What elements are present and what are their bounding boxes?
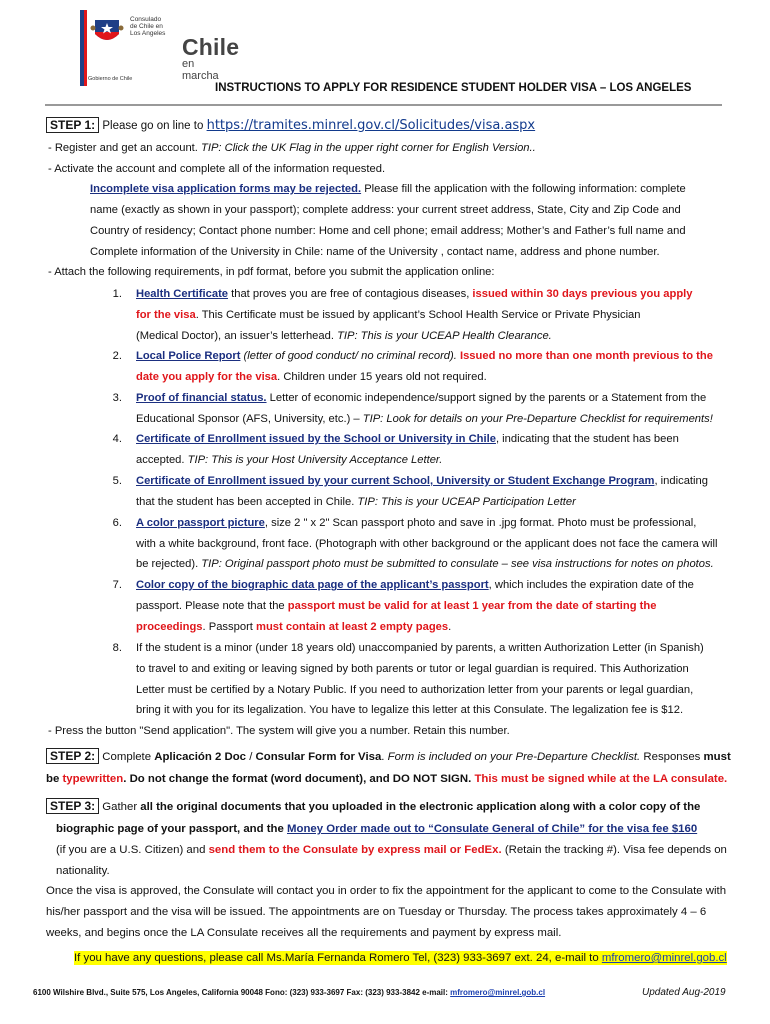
step2-t2: / xyxy=(246,751,256,763)
step2-label: STEP 2: xyxy=(46,748,99,764)
req7-t2: passport. Please note that the xyxy=(136,600,288,612)
req1-tip: TIP: This is your UCEAP Health Clearance. xyxy=(337,330,552,342)
step3-line3 xyxy=(56,844,727,856)
step2-l2-red1: typewritten xyxy=(62,773,124,785)
req1-red1: issued within 30 days previous you apply xyxy=(472,288,693,300)
step3-t1: Gather xyxy=(99,801,141,813)
step3-line4: nationality. xyxy=(56,865,110,877)
req7-number: 7. xyxy=(112,579,122,591)
req1-number: 1. xyxy=(112,288,122,300)
logo-line-1: Consulado xyxy=(130,16,162,23)
closing-line1: Once the visa is approved, the Consulate will contact you in order to fix the appointment for the applicant to come to the Consulate with xyxy=(46,885,727,897)
req3-number: 3. xyxy=(112,392,122,404)
req1-t3: (Medical Doctor), an issuer’s letterhead. xyxy=(136,330,338,342)
req7-line3 xyxy=(136,621,451,633)
step2-t3: . xyxy=(381,751,388,763)
logo-line-3: Los Angeles xyxy=(130,30,166,37)
req3-line2 xyxy=(136,413,713,425)
req1-line1 xyxy=(136,288,693,300)
req6-tip: TIP: Original passport photo must be submitted to consulate – see visa instructions for notes on photos. xyxy=(201,558,714,570)
visa-application-link[interactable]: https://tramites.minrel.gov.cl/Solicitudes/visa.aspx xyxy=(206,118,536,133)
req8-line4: bring it with you for its legalization. You have to legalize this letter at this Consulate. The legalization fee is $12. xyxy=(136,704,684,716)
req3-tip: TIP: Look for details on your Pre-Departure Checklist for requirements! xyxy=(362,413,713,425)
req6-line3 xyxy=(136,558,714,570)
req2-t2: . Children under 15 years old not required. xyxy=(277,371,487,383)
page-title: INSTRUCTIONS TO APPLY FOR RESIDENCE STUDENT HOLDER VISA – LOS ANGELES xyxy=(215,82,692,94)
step1-line xyxy=(46,117,535,133)
req6-t1: , size 2 " x 2" Scan passport photo and save in .jpg format. Photo must be professional, xyxy=(264,517,697,529)
req6-line1 xyxy=(136,517,696,529)
req5-tip: TIP: This is your UCEAP Participation Letter xyxy=(357,496,576,508)
req4-line2 xyxy=(136,454,442,466)
req6-number: 6. xyxy=(112,517,122,529)
step2-l2-red2: This must be signed while at the LA consulate. xyxy=(471,773,728,785)
logo-line-2: de Chile en xyxy=(130,23,163,30)
footer-email-link[interactable]: mfromero@minrel.gob.cl xyxy=(450,988,546,997)
req8-number: 8. xyxy=(112,642,122,654)
attach-line: - Attach the following requirements, in pdf format, before you submit the application online: xyxy=(48,266,495,278)
req2-number: 2. xyxy=(112,350,122,362)
req2-ital: (letter of good conduct/ no criminal record). xyxy=(240,350,457,362)
closing-line3: weeks, and begins once the LA Consulate receives all the requirements and payment by express mail. xyxy=(46,927,562,939)
info-para-line1 xyxy=(90,183,686,195)
req7-t3: . Passport xyxy=(202,621,257,633)
req1-line2 xyxy=(136,309,641,321)
req6-title: A color passport picture xyxy=(136,517,265,529)
step2-t4: Responses xyxy=(640,751,704,763)
step2-line1 xyxy=(46,748,731,764)
req1-t2: . This Certificate must be issued by applicant’s School Health Service or Private Physician xyxy=(195,309,641,321)
footer-text: 6100 Wilshire Blvd., Suite 575, Los Angeles, California 90048 Fono: (323) 933-3697 Fax: (323) 933-3842 e-mail: xyxy=(33,988,451,997)
req4-tip: TIP: This is your Host University Acceptance Letter. xyxy=(187,454,443,466)
logo-gov-text: Gobierno de Chile xyxy=(88,76,133,82)
question-text: If you have any questions, please call Ms.María Fernanda Romero Tel, (323) 933-3697 ext. 24, e-mail to xyxy=(74,952,602,964)
step3-line2 xyxy=(56,823,697,835)
step2-b2: Consular Form for Visa xyxy=(255,751,382,763)
req5-t1: , indicating xyxy=(654,475,708,487)
req8-line1: If the student is a minor (under 18 years old) unaccompanied by parents, a written Authorization Letter (in Spanish) xyxy=(136,642,704,654)
register-text: - Register and get an account. xyxy=(48,142,198,154)
logo-chile-text: Chile xyxy=(182,34,240,60)
step2-t1: Complete xyxy=(99,751,155,763)
step2-l2-b1: be xyxy=(46,773,63,785)
step3-b1: all the original documents that you uploaded in the electronic application along with a color copy of the xyxy=(140,801,701,813)
req7-red2: proceedings xyxy=(136,621,203,633)
req6-line2: with a white background, front face. (Photograph with other background or the applicant does not face the camera will xyxy=(136,538,718,550)
req3-line1 xyxy=(136,392,706,404)
info-para-line2: name (exactly as shown in your passport); complete address: your current street address, State, City and Zip Code and xyxy=(90,204,681,216)
step1-label: STEP 1: xyxy=(46,117,99,133)
press-line: - Press the button "Send application". The system will give you a number. Retain this number. xyxy=(48,725,510,737)
req7-line2 xyxy=(136,600,656,612)
req2-red2: date you apply for the visa xyxy=(136,371,278,383)
req5-line2 xyxy=(136,496,576,508)
req5-line1 xyxy=(136,475,708,487)
req3-t2: Educational Sponsor (AFS, University, etc.) – xyxy=(136,413,363,425)
register-line xyxy=(48,142,536,154)
step3-line1 xyxy=(46,798,700,814)
closing-line2: his/her passport and the visa will be issued. The appointments are on Tuesday or Thursday. The process takes approximately 4 – 6 xyxy=(46,906,707,918)
info-para-line4: Complete information of the University in Chile: name of the University , contact name, address and phone number. xyxy=(90,246,660,258)
step2-l2-b2: . Do not change the format (word document), and DO NOT SIGN. xyxy=(123,773,472,785)
req2-line2 xyxy=(136,371,487,383)
req7-t4: . xyxy=(448,621,452,633)
req2-line1 xyxy=(136,350,713,362)
req5-number: 5. xyxy=(112,475,122,487)
req3-t1: Letter of economic independence/support signed by the parents or a Statement from the xyxy=(266,392,707,404)
contact-email-link[interactable]: mfromero@minrel.gob.cl xyxy=(601,952,727,964)
req1-line3 xyxy=(136,330,552,342)
register-tip: TIP: Click the UK Flag in the upper right corner for English Version.. xyxy=(201,142,536,154)
step1-intro: Please go on line to xyxy=(102,120,204,132)
req4-t2: accepted. xyxy=(136,454,188,466)
step2-b1: Aplicación 2 Doc xyxy=(154,751,247,763)
step3-label: STEP 3: xyxy=(46,798,99,814)
activate-line: - Activate the account and complete all of the information requested. xyxy=(48,163,386,175)
step2-b3: must xyxy=(703,751,731,763)
step3-l3-red: send them to the Consulate by express mail or FedEx. xyxy=(208,844,502,856)
info-para-line3: Country of residency; Contact phone number: Home and cell phone; email address; Mother’s and Father’s full name and xyxy=(90,225,686,237)
req4-line1 xyxy=(136,433,679,445)
req2-red1: Issued no more than one month previous to the xyxy=(456,350,713,362)
req4-t1: , indicating that the student has been xyxy=(495,433,679,445)
req8-line2: to travel to and exiting or leaving signed by both parents or tutor or legal guardian is required. This Authorization xyxy=(136,663,689,675)
footer-address xyxy=(33,988,545,997)
req8-line3: Letter must be certified by a Notary Public. If you need to authorization letter from your parents or legal guardian, xyxy=(136,684,694,696)
step3-l3-t2: (Retain the tracking #). Visa fee depends on xyxy=(501,844,727,856)
req7-red1: passport must be valid for at least 1 year from the date of starting the xyxy=(287,600,657,612)
step3-l2-b1: biographic page of your passport, and the xyxy=(56,823,287,835)
consulate-logo xyxy=(80,10,240,86)
step2-line2 xyxy=(46,773,727,785)
money-order-note: Money Order made out to “Consulate General of Chile” for the visa fee $160 xyxy=(287,823,698,835)
para-l1: Please fill the application with the following information: complete xyxy=(361,183,686,195)
req5-t2: that the student has been accepted in Chile. xyxy=(136,496,358,508)
title-divider xyxy=(45,104,722,106)
req1-t1: that proves you are free of contagious diseases, xyxy=(228,288,473,300)
step3-l3-t1: (if you are a U.S. Citizen) and xyxy=(56,844,209,856)
req7-line1 xyxy=(136,579,694,591)
updated-date: Updated Aug-2019 xyxy=(642,987,726,998)
step2-ital: Form is included on your Pre-Departure Checklist. xyxy=(387,751,641,763)
req4-title: Certificate of Enrollment issued by the School or University in Chile xyxy=(136,433,496,445)
req5-title: Certificate of Enrollment issued by your current School, University or Student Exchange Program xyxy=(136,475,655,487)
req4-number: 4. xyxy=(112,433,122,445)
req1-title: Health Certificate xyxy=(136,288,229,300)
logo-consulate-text xyxy=(130,16,190,37)
req7-t1: , which includes the expiration date of the xyxy=(488,579,694,591)
req7-red3: must contain at least 2 empty pages xyxy=(256,621,449,633)
contact-question xyxy=(74,951,727,965)
req3-title: Proof of financial status. xyxy=(136,392,267,404)
req6-t3: be rejected). xyxy=(136,558,202,570)
req2-title: Local Police Report xyxy=(136,350,241,362)
logo-red-bar xyxy=(84,10,87,86)
req1-red2: for the visa xyxy=(136,309,196,321)
logo-sub-text: en marcha xyxy=(182,58,219,82)
coat-of-arms-icon xyxy=(90,14,124,48)
req7-title: Color copy of the biographic data page of the applicant’s passport xyxy=(136,579,489,591)
incomplete-warning: Incomplete visa application forms may be rejected. xyxy=(90,183,362,195)
